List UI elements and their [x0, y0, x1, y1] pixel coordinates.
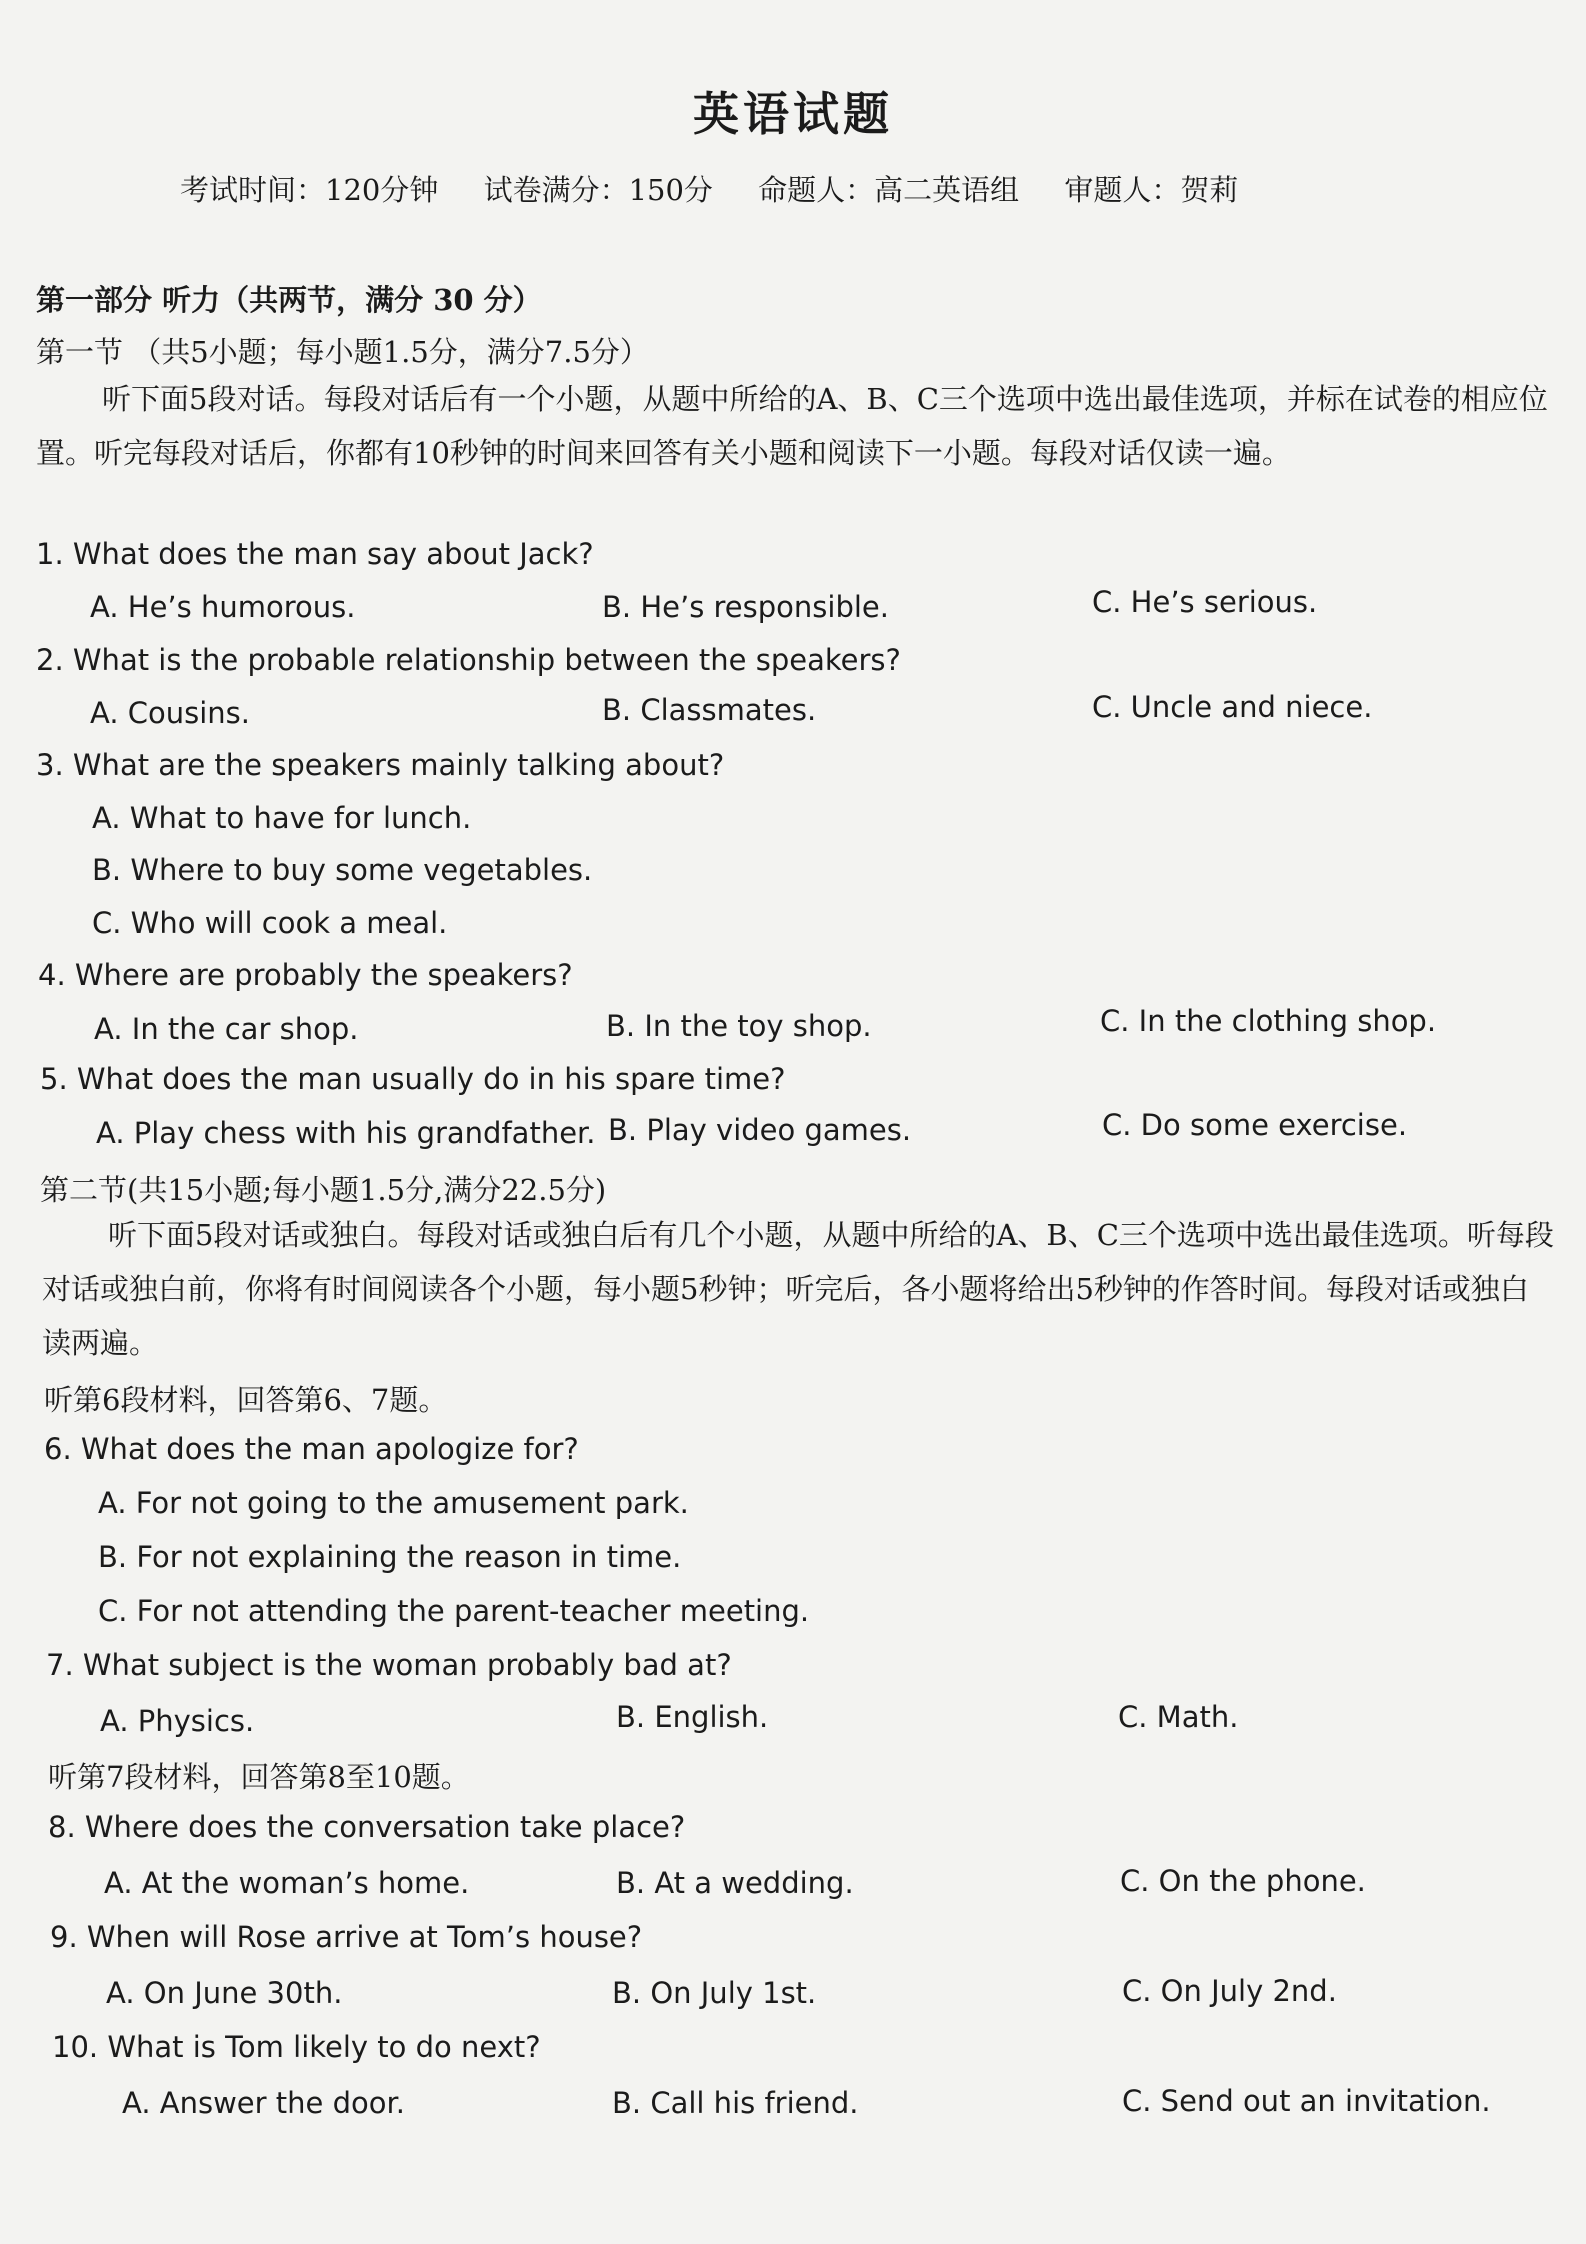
option-a: A. In the car shop.: [94, 1012, 359, 1046]
section1-heading: 第一节 （共5小题；每小题1.5分，满分7.5分）: [36, 335, 649, 369]
option-c: C. On the phone.: [1120, 1864, 1366, 1898]
option-b: B. Call his friend.: [612, 2086, 859, 2120]
question-stem: 3. What are the speakers mainly talking about?: [36, 748, 725, 782]
option-c: C. He’s serious.: [1092, 585, 1318, 619]
option-a: A. On June 30th.: [106, 1976, 343, 2010]
option-a: A. For not going to the amusement park.: [98, 1486, 689, 1520]
question-stem: 10. What is Tom likely to do next?: [52, 2030, 541, 2064]
question-stem: 1. What does the man say about Jack?: [36, 537, 594, 571]
question-stem: 9. When will Rose arrive at Tom’s house?: [50, 1920, 643, 1954]
exam-author: 命题人：高二英语组: [758, 173, 1020, 207]
part1-heading: 第一部分 听力（共两节，满分 30 分）: [36, 283, 542, 317]
option-c: C. In the clothing shop.: [1100, 1004, 1437, 1038]
option-b: B. At a wedding.: [616, 1866, 854, 1900]
option-a: A. Physics.: [100, 1704, 255, 1738]
exam-time: 考试时间：120分钟: [180, 173, 439, 207]
question-stem: 7. What subject is the woman probably bad at?: [46, 1648, 732, 1682]
option-b: B. On July 1st.: [612, 1976, 817, 2010]
option-b: B. Classmates.: [602, 693, 817, 727]
option-c: C. On July 2nd.: [1122, 1974, 1337, 2008]
option-a: A. Cousins.: [90, 696, 251, 730]
exam-title: 英语试题: [693, 87, 893, 141]
exam-reviewer: 审题人：贺莉: [1064, 173, 1239, 207]
option-c: C. Math.: [1118, 1700, 1239, 1734]
option-b: B. In the toy shop.: [606, 1009, 872, 1043]
option-a: A. What to have for lunch.: [92, 801, 472, 835]
option-b: B. Play video games.: [608, 1113, 912, 1147]
option-b: B. For not explaining the reason in time.: [98, 1540, 682, 1574]
option-a: A. Play chess with his grandfather.: [96, 1116, 596, 1150]
exam-meta: [180, 168, 1274, 209]
question-stem: 5. What does the man usually do in his spare time?: [40, 1062, 786, 1096]
option-c: C. Uncle and niece.: [1092, 690, 1373, 724]
material-7-heading: 听第7段材料，回答第8至10题。: [48, 1760, 470, 1794]
option-a: A. At the woman’s home.: [104, 1866, 470, 1900]
section2-heading: 第二节(共15小题;每小题1.5分,满分22.5分): [40, 1173, 607, 1207]
question-stem: 4. Where are probably the speakers?: [38, 958, 573, 992]
option-c: C. For not attending the parent-teacher meeting.: [98, 1594, 810, 1628]
exam-score: 试卷满分：150分: [483, 173, 713, 207]
question-stem: 6. What does the man apologize for?: [44, 1432, 579, 1466]
section2-instructions: 听下面5段对话或独白。每段对话或独白后有几个小题，从题中所给的A、B、C三个选项中选出最佳选项。听每段对话或独白前，你将有时间阅读各个小题，每小题5秒钟；听完后，各小题将给出5秒钟的作答时间。每段对话或独白读两遍。: [42, 1218, 1554, 1360]
option-b: B. Where to buy some vegetables.: [92, 853, 593, 887]
option-c: C. Who will cook a meal.: [92, 906, 448, 940]
question-stem: 8. Where does the conversation take place?: [48, 1810, 686, 1844]
question-stem: 2. What is the probable relationship between the speakers?: [36, 643, 901, 677]
option-b: B. He’s responsible.: [602, 590, 889, 624]
option-a: A. He’s humorous.: [90, 590, 356, 624]
option-b: B. English.: [616, 1700, 769, 1734]
option-c: C. Do some exercise.: [1102, 1108, 1408, 1142]
option-c: C. Send out an invitation.: [1122, 2084, 1491, 2118]
section1-instructions: 听下面5段对话。每段对话后有一个小题，从题中所给的A、B、C三个选项中选出最佳选项，并标在试卷的相应位置。听完每段对话后，你都有10秒钟的时间来回答有关小题和阅读下一小题。每段对话仅读一遍。: [36, 382, 1548, 470]
option-a: A. Answer the door.: [122, 2086, 405, 2120]
material-6-heading: 听第6段材料，回答第6、7题。: [44, 1383, 448, 1417]
